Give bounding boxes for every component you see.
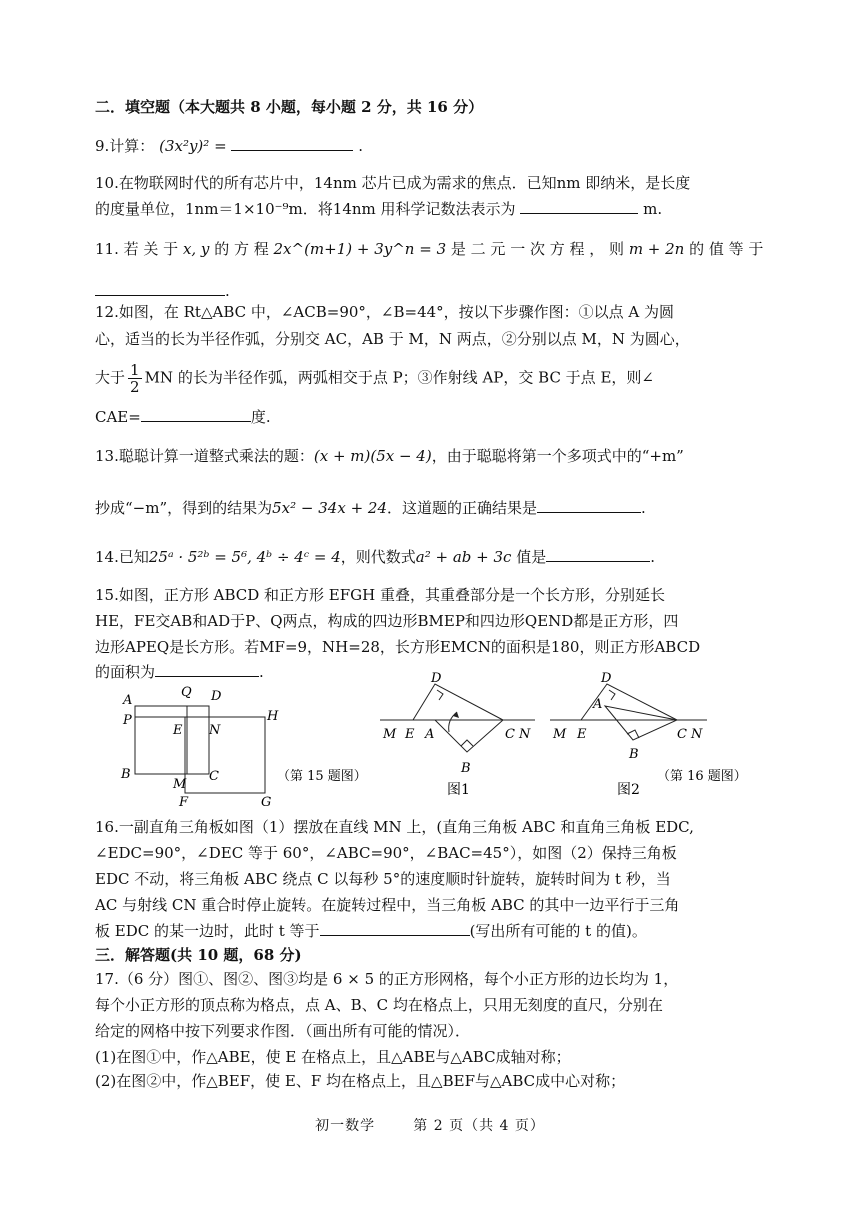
section-3-title: 三．解答题(共 10 题，68 分) [95,946,302,964]
question-11-line-1: 11. 若 关 于 x, y 的 方 程 2x^(m+1) + 3y^n = 3 是 二 元 一 次 方 程 ， 则 m + 2n 的 值 等 于 [95,240,764,258]
fig1-label-N: N [519,727,531,742]
fig15-label-D: D [211,689,222,704]
fig15-label-E: E [173,723,183,738]
page-footer [0,1115,860,1135]
fig1-label-M: M [383,727,397,742]
fig15-label-A: A [123,693,133,708]
question-9: 9.计算： (3x²y)² = . [95,137,363,155]
question-15-line-3: 边形APEQ是长方形。若MF=9，NH=28，长方形EMCN的面积是180，则正方形ABCD [95,638,701,656]
fig2-label-C: C [677,727,687,742]
fig1-label-C: C [505,727,515,742]
answer-blank-15[interactable] [155,662,259,677]
figure-16-2 [550,671,747,798]
fig15-label-H: H [267,709,279,724]
question-16-line-4: AC 与射线 CN 重合时停止旋转。在旋转过程中，当三角板 ABC 的其中一边平行于三角 [95,896,680,914]
fig1-caption: 图1 [447,782,470,798]
question-13-line-2: 抄成“−m”，得到的结果为5x² − 34x + 24．这道题的正确结果是 . [95,499,646,517]
question-17-part-2: (2)在图②中，作△BEF，使 E、F 均在格点上，且△BEF与△ABC成中心对称； [95,1072,626,1090]
fig15-label-F: F [179,795,189,810]
answer-blank-13[interactable] [537,498,641,513]
figure-16-1 [380,671,535,798]
fig1-label-B: B [461,761,471,776]
section-2-title: 二．填空题（本大题共 8 小题，每小题 2 分，共 16 分） [95,98,484,116]
question-12-line-1: 12.如图，在 Rt△ABC 中，∠ACB=90°，∠B=44°，按以下步骤作图：①以点 A 为圆 [95,303,675,321]
fig2-label-N: N [691,727,703,742]
answer-blank-16[interactable] [320,921,470,936]
fig2-label-D: D [601,671,612,686]
question-11-line-2: . [95,280,230,302]
question-13-line-1: 13.聪聪计算一道整式乘法的题：(x + m)(5x − 4)，由于聪聪将第一个多项式中的“+m” [95,447,684,465]
fig15-label-P: P [123,713,132,728]
question-12-line-4: CAE= 度. [95,408,271,426]
fig1-label-E: E [405,727,415,742]
question-15-line-2: HE，FE交AB和AD于P、Q两点，构成的四边形BMEP和四边形QEND都是正方形，四 [95,612,679,630]
question-16-line-2: ∠EDC=90°，∠DEC 等于 60°，∠ABC=90°，∠BAC=45°），如图（2）保持三角板 [95,844,677,862]
fig15-label-Q: Q [181,685,192,700]
fig2-label-B: B [629,747,639,762]
question-16-line-1: 16.一副直角三角板如图（1）摆放在直线 MN 上，(直角三角板 ABC 和直角三角板 EDC, [95,818,694,836]
question-17-line-3: 给定的网格中按下列要求作图．（画出所有可能的情况）． [95,1022,471,1040]
fig15-caption: （第 15 题图） [277,769,367,784]
footer-page-number: 第 2 页（共 4 页） [413,1118,545,1134]
question-16-line-5: 板 EDC 的某一边时，此时 t 等于 (写出所有可能的 t 的值)。 [95,922,647,940]
answer-blank-12[interactable] [141,407,251,422]
fig2-caption: 图2 [617,782,640,798]
figure-15 [120,685,367,810]
question-16-line-3: EDC 不动，将三角板 ABC 绕点 C 以每秒 5°的速度顺时针旋转，旋转时间为 t 秒，当 [95,870,671,888]
fig1-label-A: A [425,727,435,742]
fig2-label-A: A [593,697,603,712]
question-10-line-2: 的度量单位，1nm＝1×10⁻⁹m．将14nm 用科学记数法表示为 m. [95,200,663,218]
footer-subject: 初一数学 [315,1118,376,1134]
question-15-line-1: 15.如图，正方形 ABCD 和正方形 EFGH 重叠，其重叠部分是一个长方形，分别延长 [95,586,665,604]
question-12-line-2: 心，适当的长为半径作弧，分别交 AC，AB 于 M，N 两点，②分别以点 M，N 为圆心， [95,330,690,348]
question-17-part-1: (1)在图①中，作△ABE，使 E 在格点上，且△ABE与△ABC成轴对称； [95,1048,571,1066]
fig16-caption: （第 16 题图） [657,769,747,784]
fig15-label-M: M [173,777,187,792]
fig15-label-N: N [209,723,221,738]
fig2-label-M: M [553,727,567,742]
question-14: 14.已知25ᵃ · 5²ᵇ = 5⁶, 4ᵇ ÷ 4ᶜ = 4，则代数式a² + ab + 3c 值是 . [95,548,655,566]
question-17-line-1: 17.（6 分）图①、图②、图③均是 6 × 5 的正方形网格，每个小正方形的边长均为 1， [95,970,679,988]
question-10-line-1: 10.在物联网时代的所有芯片中，14nm 芯片已成为需求的焦点．已知nm 即纳米，是长度 [95,174,691,192]
answer-blank-11[interactable] [95,281,225,296]
answer-blank-14[interactable] [546,547,650,562]
fig15-label-B: B [121,767,131,782]
fraction-one-half: $\frac{1}{2}$ [130,361,140,396]
answer-blank-10[interactable] [520,199,638,214]
question-15-line-4: 的面积为 . [95,663,264,681]
fig1-label-D: D [431,671,442,686]
answer-blank-9[interactable] [231,136,353,151]
question-12-line-3: 大于 $\frac{1}{2}$ MN 的长为半径作弧，两弧相交于点 P；③作射线 AP，交 BC 于点 E，则∠ [95,361,654,396]
question-17-line-2: 每个小正方形的顶点称为格点，点 A、B、C 均在格点上，只用无刻度的直尺，分别在 [95,996,663,1014]
fig2-label-E: E [577,727,587,742]
fig15-label-C: C [209,769,219,784]
fig15-label-G: G [261,795,272,810]
